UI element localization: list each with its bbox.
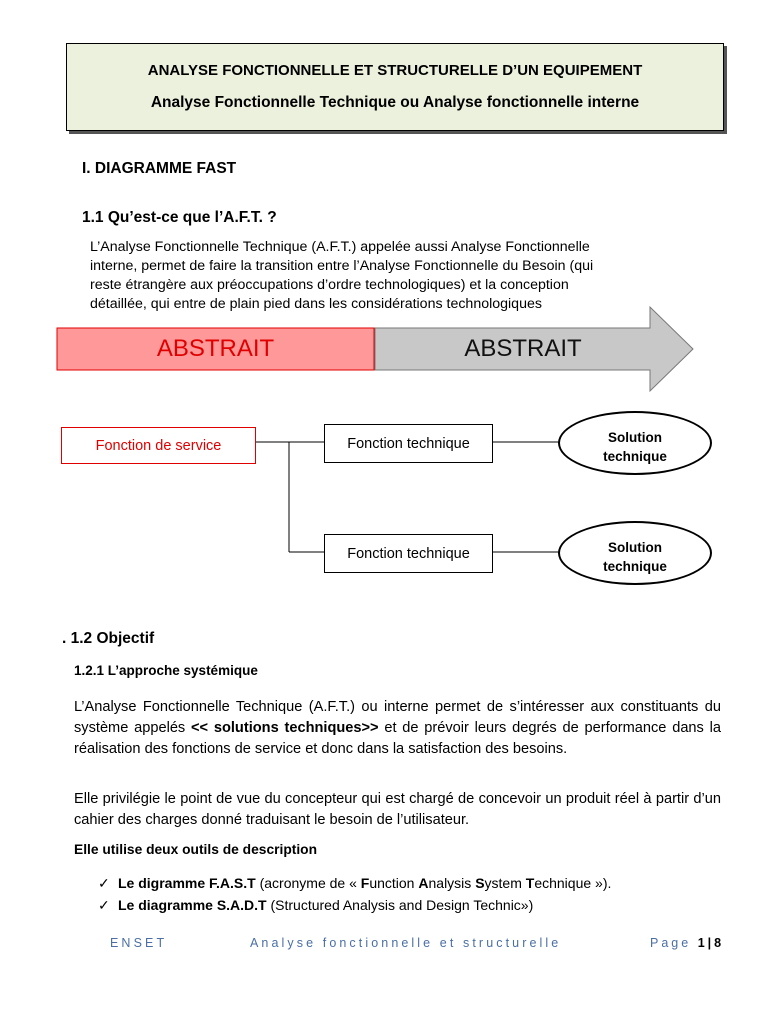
solution-technique-oval-1 [558,411,712,475]
footer-page-indicator [650,936,724,950]
fast-bullet-T: T [525,875,535,891]
solution-2-line-2: technique [603,559,667,574]
footer-left: ENSET [110,936,168,950]
footer-page-number: 1 [697,936,708,950]
abstrait-right-label: ABSTRAIT [464,335,582,362]
tools-heading: Elle utilise deux outils de description [74,842,318,857]
footer-page-separator: | [707,936,715,950]
fonction-technique-box-2: Fonction technique [324,534,493,573]
footer-page-label: Page [650,936,692,950]
solution-2-line-1: Solution [607,540,662,555]
approche-paragraph-1 [74,697,721,760]
footer-center: Analyse fonctionnelle et structurelle [250,936,562,950]
fonction-technique-box-1: Fonction technique [324,424,493,463]
subsection-heading-approche: 1.2.1 L’approche systémique [74,663,258,678]
approche-p1-bold: << solutions techniques>> [191,720,379,736]
document-title: ANALYSE FONCTIONNELLE ET STRUCTURELLE D’UN EQUIPEMENT [147,62,643,79]
check-icon: ✓ [98,897,110,913]
sadt-bullet-text: (Structured Analysis and Design Technic») [266,897,534,913]
aft-line-4: détaillée, qui entre de plain pied dans les considérations technologiques [90,296,542,312]
header-box [66,43,724,131]
fast-bullet-bold: Le digramme F.A.S.T [118,875,256,891]
fonction-de-service-box: Fonction de service [61,427,256,464]
tools-list-item-fast [98,872,611,894]
fast-bullet-S: S [475,875,485,891]
tools-list [98,872,611,916]
abstrait-left-label: ABSTRAIT [156,335,275,362]
check-icon: ✓ [98,875,110,891]
aft-line-3: reste étrangère aux préoccupations d’ordre technologiques) et la conception [90,277,569,293]
approche-paragraph-2: Elle privilégie le point de vue du concepteur qui est chargé de concevoir un produit réel à partir d’un cahier des charges donné traduisant le besoin de l’utilisateur. [74,791,721,828]
fast-bullet-A: A [418,875,429,891]
footer-page-total: 8 [714,936,725,950]
document-subtitle: Analyse Fonctionnelle Technique ou Analyse fonctionnelle interne [150,94,640,111]
section-heading-diagramme-fast: I. DIAGRAMME FAST [82,160,237,177]
sadt-bullet-bold: Le diagramme S.A.D.T [118,897,267,913]
aft-line-1: L’Analyse Fonctionnelle Technique (A.F.T.) appelée aussi Analyse Fonctionnelle [90,239,590,255]
solution-1-line-2: technique [603,449,667,464]
approche-p1-text-a: L’Analyse Fonctionnelle Technique (A.F.T.) ou interne permet de s’intéresser aux constituants du système appelés [74,699,721,736]
fast-bullet-text-e: echnique »). [534,875,612,891]
fast-bullet-text-a: (acronyme de « [255,875,361,891]
solution-1-line-1: Solution [607,430,662,445]
fast-bullet-F: F [360,875,370,891]
section-heading-objectif: . 1.2 Objectif [62,630,155,647]
fast-bullet-text-d: ystem [484,875,526,891]
fast-bullet-text-b: unction [369,875,419,891]
tools-list-item-sadt [98,894,611,916]
aft-line-2: interne, permet de faire la transition entre l’Analyse Fonctionnelle du Besoin (qui [90,258,594,274]
approche-p1-text-b: et de prévoir leurs degrés de performance dans la réalisation des fonctions de service et donc dans la satisfaction des besoins. [74,720,721,757]
solution-technique-oval-2 [558,521,712,585]
fast-bullet-text-c: nalysis [428,875,476,891]
section-heading-aft: 1.1 Qu’est-ce que l’A.F.T. ? [82,209,277,226]
